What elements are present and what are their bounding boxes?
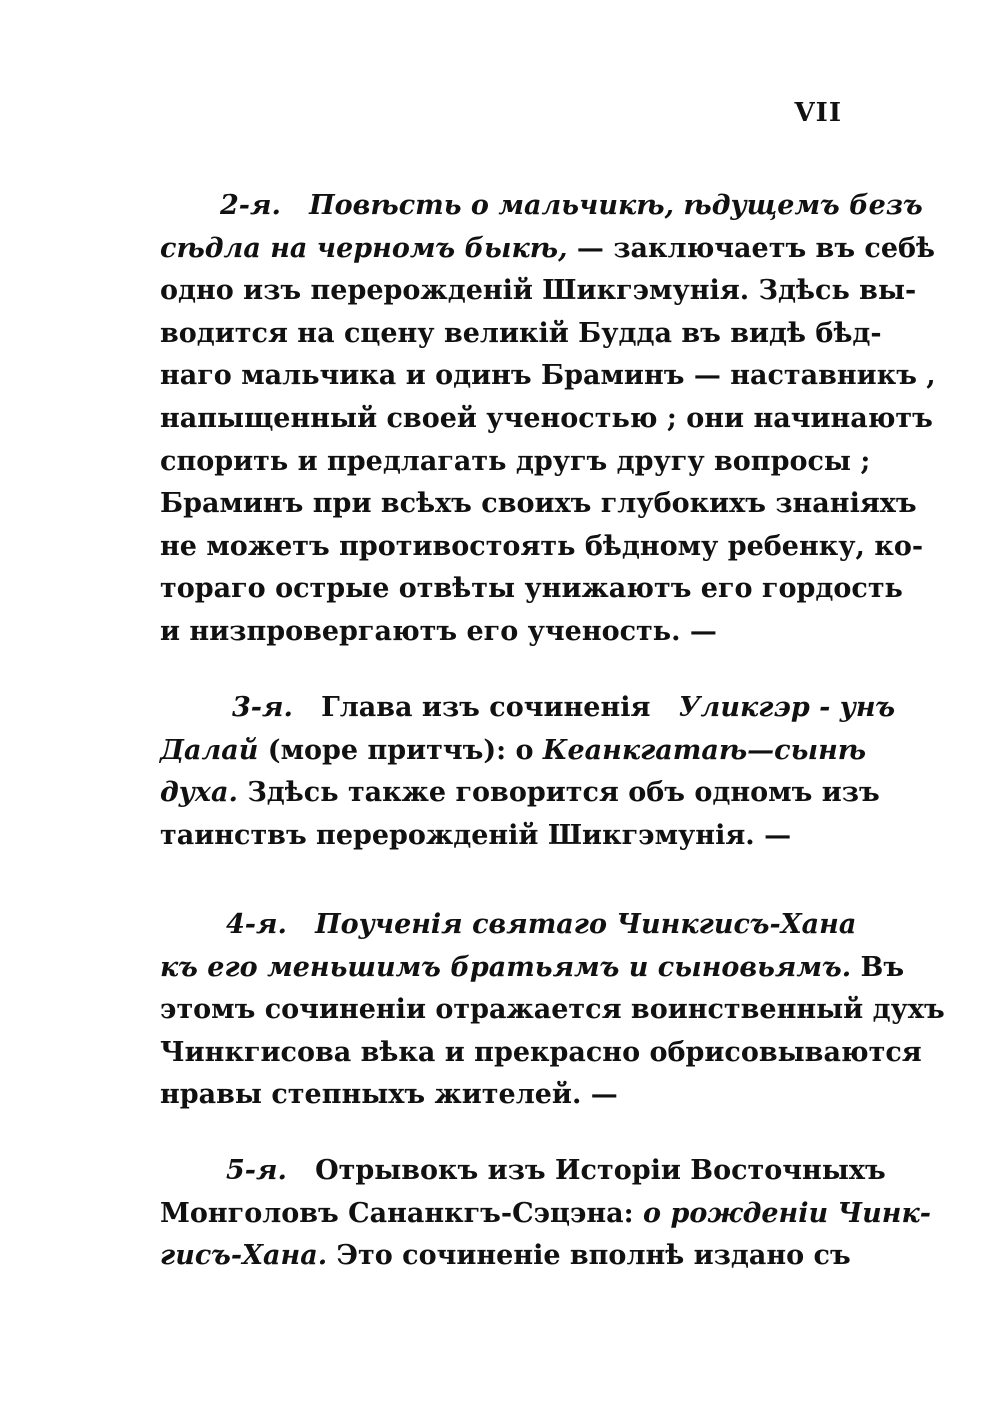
work-title: Поученія святаго Чинкгисъ-Хана (315, 909, 857, 940)
text-line: водится на сцену великій Будда въ видѣ бѣд- (160, 317, 882, 349)
text-line: Браминъ при всѣхъ своихъ глубокихъ знаніяхъ (160, 488, 917, 520)
text-line: и низпровергаютъ его ученость. — (160, 615, 717, 647)
text-line: одно изъ перерожденій Шикгэмунія. Здѣсь вы- (160, 275, 917, 307)
text-line (160, 904, 857, 947)
page-number: VII (794, 98, 842, 128)
work-title: духа. (160, 777, 238, 809)
paragraph-2 (160, 185, 936, 654)
text-line: напыщенный своей ученостью ; они начинаютъ (160, 402, 933, 434)
item-number: 5-я. (226, 1155, 287, 1186)
text-line: спорить и предлагать другъ другу вопросы ; (160, 445, 871, 477)
text-span: Здѣсь также говорится объ одномъ изъ (237, 777, 880, 809)
item-number: 3-я. (232, 692, 293, 723)
text-line: Чинкгисова вѣка и прекрасно обрисовываются (160, 1036, 922, 1068)
text-line (160, 772, 880, 815)
text-span: — заключаетъ въ себѣ (567, 232, 936, 264)
work-title: Далай (160, 734, 259, 766)
text-span: Въ (851, 951, 905, 983)
text-line (160, 228, 936, 271)
text-line (160, 1235, 851, 1278)
text-line: тораго острые отвѣты унижаютъ его гордость (160, 573, 903, 605)
text-line (160, 185, 923, 228)
work-title: Кеанкгатаѣ—сынѣ (542, 734, 867, 766)
text-line: нравы степныхъ жителей. — (160, 1079, 618, 1111)
text-line (160, 947, 905, 990)
text-line: таинствъ перерожденій Шикгэмунія. — (160, 819, 792, 851)
text-span: Это сочиненіе вполнѣ издано съ (327, 1240, 851, 1272)
text-line (160, 1150, 886, 1193)
item-number: 4-я. (226, 909, 287, 940)
work-title: о рожденіи Чинк- (643, 1197, 931, 1229)
item-number: 2-я. (220, 190, 281, 221)
text-line (160, 730, 867, 773)
text-span: Монголовъ Сананкгъ-Сэцэна: (160, 1197, 644, 1229)
work-title: Повѣсть о мальчикѣ, ѣдущемъ безъ (309, 190, 923, 221)
work-title: къ его меньшимъ братьямъ и сыновьямъ. (160, 951, 852, 983)
paragraph-3 (160, 687, 896, 857)
text-line: этомъ сочиненіи отражается воинственный духъ (160, 994, 945, 1026)
text-line: наго мальчика и одинъ Браминъ — наставникъ , (160, 360, 936, 392)
text-span: Отрывокъ изъ Исторіи Восточныхъ (315, 1155, 886, 1186)
text-line (160, 687, 896, 730)
text-line: не можетъ противостоять бѣдному ребенку, ко- (160, 530, 924, 562)
work-title: гисъ-Хана. (160, 1240, 328, 1272)
text-line (160, 1193, 931, 1236)
work-title: сѣдла на черномъ быкѣ, (160, 232, 568, 264)
paragraph-5 (160, 1150, 931, 1278)
paragraph-4 (160, 904, 945, 1117)
text-span: Глава изъ сочиненія (321, 692, 651, 723)
text-span: (море притчъ): о (258, 734, 543, 766)
work-title: Уликгэр - унъ (678, 692, 896, 723)
